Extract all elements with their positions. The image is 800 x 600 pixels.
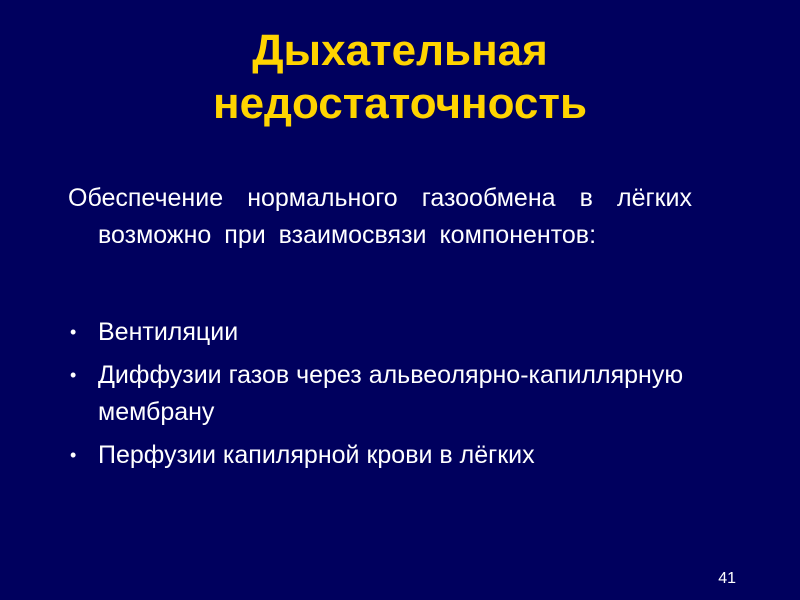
bullet-icon: • [70,365,77,385]
bullet-text: Диффузии газов через альвеолярно-капиллярную мембрану [98,361,684,426]
bullet-text: Вентиляции [98,318,239,346]
bullet-item-perfusion [68,437,692,474]
bullet-icon: • [70,445,77,465]
slide-title [0,24,800,130]
bullet-item-diffusion [68,357,692,431]
slide-title-line-2: недостаточность [213,79,587,128]
intro-paragraph: Обеспечение нормального газообмена в лёгких возможно при взаимосвязи компонентов: [68,184,692,249]
bullet-item-ventilation [68,314,692,351]
bullet-icon: • [70,322,77,342]
slide-title-line-1: Дыхательная [252,26,548,75]
bullet-list [68,314,692,480]
page-number: 41 [718,570,736,587]
bullet-text: Перфузии капилярной крови в лёгких [98,441,535,469]
